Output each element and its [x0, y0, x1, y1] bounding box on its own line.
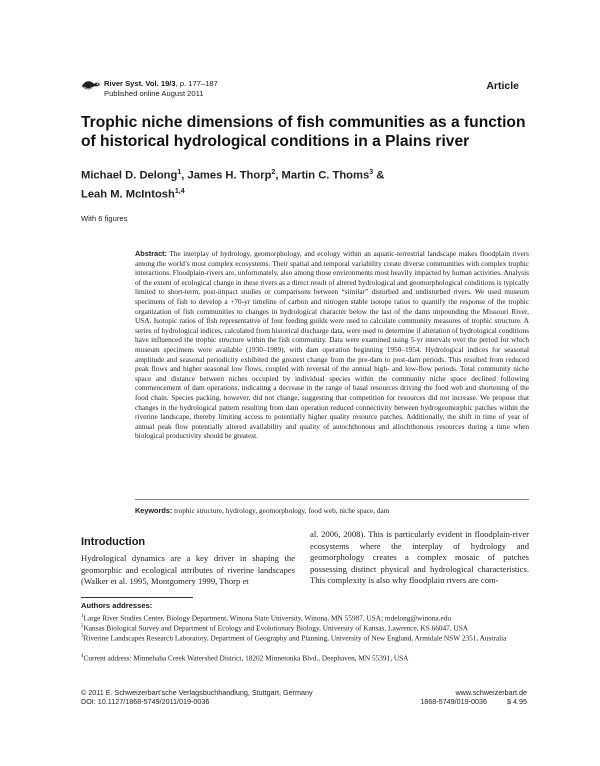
publisher-website[interactable]: www.schweizerbart.de	[455, 688, 527, 697]
abstract	[135, 249, 529, 441]
address-text: Kansas Biological Survey and Department of Ecology and Evolutionary Biology, University of Kansas, Lawrence, KS 66047, USA	[83, 623, 469, 633]
footer-left	[81, 688, 313, 707]
keywords	[135, 506, 529, 515]
article-type-label: Article	[486, 80, 519, 92]
doi: DOI: 10.1127/1868-5749/2011/019-0036	[81, 697, 210, 707]
footer-right	[420, 688, 527, 707]
keywords-text: trophic structure, hydrology, geomorphology, food web, niche space, dam	[172, 506, 390, 515]
keywords-label: Keywords:	[135, 506, 173, 515]
journal-name: River Syst.	[104, 79, 144, 88]
journal-logo-icon	[81, 79, 101, 93]
journal-pages: , p. 177–187	[175, 79, 218, 88]
address-divider	[81, 597, 193, 598]
figures-note: With 6 figures	[81, 214, 128, 223]
journal-info	[104, 79, 218, 98]
abstract-divider	[135, 499, 529, 500]
abstract-label: Abstract:	[135, 249, 168, 258]
author-affiliation: 2	[271, 169, 276, 176]
intro-left-column: Hydrological dynamics are a key driver in shaping the geomorphic and ecological attributes of riverine landscapes (Walker et al. 1995, Montgomery 1999, Thorp et	[81, 553, 295, 587]
intro-right-column: al. 2006, 2008). This is particularly evident in floodplain-river ecosystems where the interplay of hydrology and geomorphology creates a complex mosaic of patches possessing distinct physical and hydrological characteristics. This complexity is also why floodplain rivers are com-	[310, 529, 529, 586]
author-affiliation: 3	[369, 169, 374, 176]
address-text: Large River Studies Center, Biology Department, Winona State University, Winona, MN 55987, USA; mdelong@winona.edu	[83, 613, 452, 623]
abstract-text: The interplay of hydrology, geomorphology, and ecology within an aquatic-terrestrial landscape makes floodplain rivers among the world’s most complex ecosystems. Their spatial and temporal variability create diverse communities with complex trophic interactions. Floodplain-rivers are, unfortunately, also among those environments most heavily impacted by human activities. Analysis of the extent of ecological change in these rivers as a direct result of altered hydrological and geomorphological conditions is typically limited to short-term, post-impact studies or comparisons between “similar” disturbed and undisturbed rivers. We used museum specimens of fish to develop a +70-yr timeline of carbon and nitrogen stable isotope ratios to quantify the response of the trophic organization of fish communities to changes in hydrological character below the last of the dams impounding the Missouri River, USA. Isotopic ratios of fish representative of four feeding guilds were used to calculate community measures of trophic structure. A series of hydrological indices, calculated from historical discharge data, were used to determine if alteration of hydrological conditions have influenced the trophic structure within the fish community. Data were examined using 5-yr intervals over the period for which museum specimens were available (1930–1989), with dam operation beginning 1950–1954. Hydrological indices for seasonal amplitude and seasonal periodicity exhibited the greatest change from the pre-dam to post-dam periods. This resulted from reduced peak flows and higher seasonal low flows, coupled with reversal of the annual high- and low-flow periods. Total community niche space and distance between niches occupied by individual species within the community niche space declined following commencement of dam operations, indicating a decrease in the range of basal resources driving the food web and shortening of the food chain. Species packing, however, did not change, suggesting that competition for resources did not increase. We propose that changes in the hydrological pattern resulting from dam operation reduced connectivity between hydrogeomorphic patches within the riverine landscape, thereby limiting access to potentially higher quality resource patches. Additionally, the shift in time of year of annual peak flow potentially altered availability and quality of autochthonous and allochthonous resources during a time when biological productivity should be greatest.	[135, 249, 529, 441]
author-name: Martin C. Thoms	[281, 169, 370, 182]
section-heading-introduction: Introduction	[81, 536, 146, 548]
address-number: 1	[81, 614, 84, 619]
author-affiliation: 1	[177, 169, 182, 176]
issn-code: 1868-5749/019-0036	[420, 697, 488, 707]
address-text: Riverine Landscapes Research Laboratory, Department of Geography and Planning, University of New England, Armidale NSW 2351, Australia	[83, 633, 507, 643]
author-separator: ,	[275, 169, 282, 182]
address-item	[81, 632, 533, 643]
address-number: 3	[81, 634, 84, 639]
article-price: $ 4.95	[507, 697, 527, 707]
author-name: James H. Thorp	[187, 169, 272, 182]
address-number: 2	[81, 624, 84, 629]
author-list	[81, 165, 521, 202]
author-name: Leah M. McIntosh	[81, 188, 175, 201]
paper-title: Trophic niche dimensions of fish communities as a function of historical hydrological conditions in a Plains river	[81, 114, 526, 150]
author-name: Michael D. Delong	[81, 169, 178, 182]
address-text: Current address: Minnehaha Creek Watershed District, 18202 Minnetonka Blvd., Deephaven, MN 55391, USA	[83, 653, 409, 663]
published-date: Published online August 2011	[104, 88, 204, 98]
addresses-heading: Authors addresses:	[81, 601, 153, 610]
copyright-notice: © 2011 E. Schweizerbart’sche Verlagsbuchhandlung, Stuttgart, Germany	[81, 688, 313, 697]
author-separator: &	[373, 169, 385, 182]
author-affiliation: 1,4	[174, 187, 185, 195]
journal-volume: Vol. 19/3	[145, 79, 176, 88]
author-separator: ,	[181, 169, 188, 182]
address-item	[81, 652, 533, 663]
address-number: 4	[81, 654, 84, 659]
